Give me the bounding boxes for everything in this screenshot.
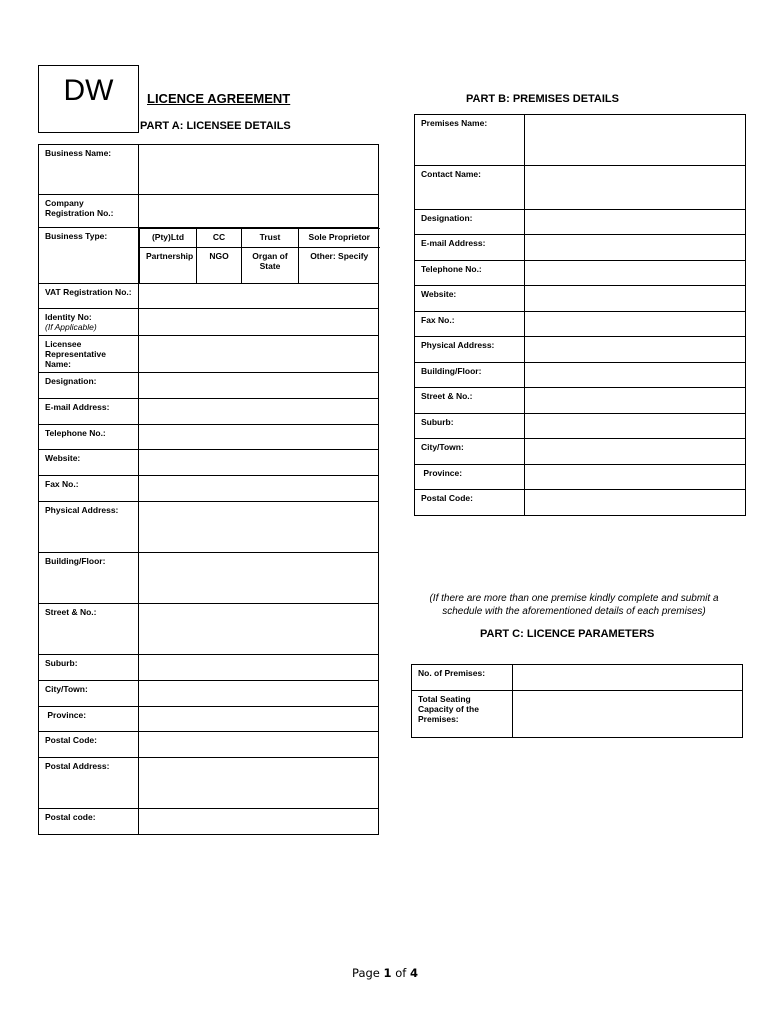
premises-suburb-field[interactable] <box>525 414 746 439</box>
premises-postal-code-field[interactable] <box>525 490 746 516</box>
fax-label: Fax No.: <box>39 476 139 502</box>
premises-designation-label: Designation: <box>415 210 525 235</box>
option-sole-proprietor[interactable]: Sole Proprietor <box>299 229 380 248</box>
province-label: Province: <box>39 707 139 732</box>
building-floor-label: Building/Floor: <box>39 553 139 604</box>
premises-city-town-label: City/Town: <box>415 439 525 465</box>
premises-building-floor-label: Building/Floor: <box>415 363 525 388</box>
total-seating-field[interactable] <box>513 691 743 738</box>
option-organ-of-state[interactable]: Organ of State <box>242 248 299 284</box>
page-prefix: Page <box>352 966 384 980</box>
city-town-field[interactable] <box>139 681 379 707</box>
premises-contact-name-field[interactable] <box>525 166 746 210</box>
premises-website-field[interactable] <box>525 286 746 312</box>
postal-address-field[interactable] <box>139 758 379 809</box>
dw-logo-text: DW <box>63 74 114 107</box>
postal-address-label: Postal Address: <box>39 758 139 809</box>
physical-address-label: Physical Address: <box>39 502 139 553</box>
email-label: E-mail Address: <box>39 399 139 425</box>
option-cc[interactable]: CC <box>197 229 242 248</box>
premises-physical-address-field[interactable] <box>525 337 746 363</box>
premises-physical-address-label: Physical Address: <box>415 337 525 363</box>
suburb-label: Suburb: <box>39 655 139 681</box>
vat-registration-label: VAT Registration No.: <box>39 284 139 309</box>
part-c-table <box>411 664 743 738</box>
street-no-label: Street & No.: <box>39 604 139 655</box>
page-total: 4 <box>409 966 418 980</box>
postal-code-2-field[interactable] <box>139 809 379 835</box>
suburb-field[interactable] <box>139 655 379 681</box>
business-type-label: Business Type: <box>39 228 139 284</box>
business-name-field[interactable] <box>139 145 379 195</box>
page-number <box>0 966 770 980</box>
part-a-heading: PART A: LICENSEE DETAILS <box>140 120 291 132</box>
premises-city-town-field[interactable] <box>525 439 746 465</box>
postal-code-2-label: Postal code: <box>39 809 139 835</box>
vat-registration-field[interactable] <box>139 284 379 309</box>
company-registration-label: Company Registration No.: <box>39 195 139 228</box>
premises-website-label: Website: <box>415 286 525 312</box>
premises-telephone-label: Telephone No.: <box>415 261 525 286</box>
total-seating-label: Total Seating Capacity of the Premises: <box>412 691 513 738</box>
part-a-table <box>38 144 379 835</box>
dw-logo-box <box>38 65 139 133</box>
part-b-heading: PART B: PREMISES DETAILS <box>466 93 619 105</box>
premises-province-field[interactable] <box>525 465 746 490</box>
premises-name-field[interactable] <box>525 115 746 166</box>
building-floor-field[interactable] <box>139 553 379 604</box>
part-b-table <box>414 114 746 516</box>
telephone-field[interactable] <box>139 425 379 450</box>
business-type-options <box>139 228 379 284</box>
identity-no-label <box>39 309 139 336</box>
premises-designation-field[interactable] <box>525 210 746 235</box>
premises-province-label: Province: <box>415 465 525 490</box>
no-of-premises-label: No. of Premises: <box>412 665 513 691</box>
website-field[interactable] <box>139 450 379 476</box>
licensee-representative-label: Licensee Representative Name: <box>39 336 139 373</box>
telephone-label: Telephone No.: <box>39 425 139 450</box>
premises-fax-label: Fax No.: <box>415 312 525 337</box>
multiple-premises-note: (If there are more than one premise kindly complete and submit a schedule with the aforementioned details of each premises) <box>429 593 719 617</box>
identity-no-note: (If Applicable) <box>45 322 97 332</box>
licensee-representative-field[interactable] <box>139 336 379 373</box>
option-ngo[interactable]: NGO <box>197 248 242 284</box>
premises-suburb-label: Suburb: <box>415 414 525 439</box>
premises-street-no-label: Street & No.: <box>415 388 525 414</box>
identity-no-text: Identity No: <box>45 312 92 322</box>
identity-no-field[interactable] <box>139 309 379 336</box>
postal-code-field[interactable] <box>139 732 379 758</box>
designation-label: Designation: <box>39 373 139 399</box>
premises-building-floor-field[interactable] <box>525 363 746 388</box>
premises-street-no-field[interactable] <box>525 388 746 414</box>
premises-email-label: E-mail Address: <box>415 235 525 261</box>
street-no-field[interactable] <box>139 604 379 655</box>
business-name-label: Business Name: <box>39 145 139 195</box>
designation-field[interactable] <box>139 373 379 399</box>
option-trust[interactable]: Trust <box>242 229 299 248</box>
premises-fax-field[interactable] <box>525 312 746 337</box>
physical-address-field[interactable] <box>139 502 379 553</box>
premises-contact-name-label: Contact Name: <box>415 166 525 210</box>
option-pty-ltd[interactable]: (Pty)Ltd <box>140 229 197 248</box>
option-other-specify[interactable]: Other: Specify <box>299 248 380 284</box>
province-field[interactable] <box>139 707 379 732</box>
part-c-heading: PART C: LICENCE PARAMETERS <box>480 628 655 640</box>
option-partnership[interactable]: Partnership <box>140 248 197 284</box>
website-label: Website: <box>39 450 139 476</box>
city-town-label: City/Town: <box>39 681 139 707</box>
premises-telephone-field[interactable] <box>525 261 746 286</box>
postal-code-label: Postal Code: <box>39 732 139 758</box>
document-title: LICENCE AGREEMENT <box>147 91 291 106</box>
company-registration-field[interactable] <box>139 195 379 228</box>
premises-email-field[interactable] <box>525 235 746 261</box>
premises-postal-code-label: Postal Code: <box>415 490 525 516</box>
email-field[interactable] <box>139 399 379 425</box>
fax-field[interactable] <box>139 476 379 502</box>
premises-name-label: Premises Name: <box>415 115 525 166</box>
no-of-premises-field[interactable] <box>513 665 743 691</box>
page-current: 1 <box>383 966 392 980</box>
page-separator: of <box>391 966 410 980</box>
